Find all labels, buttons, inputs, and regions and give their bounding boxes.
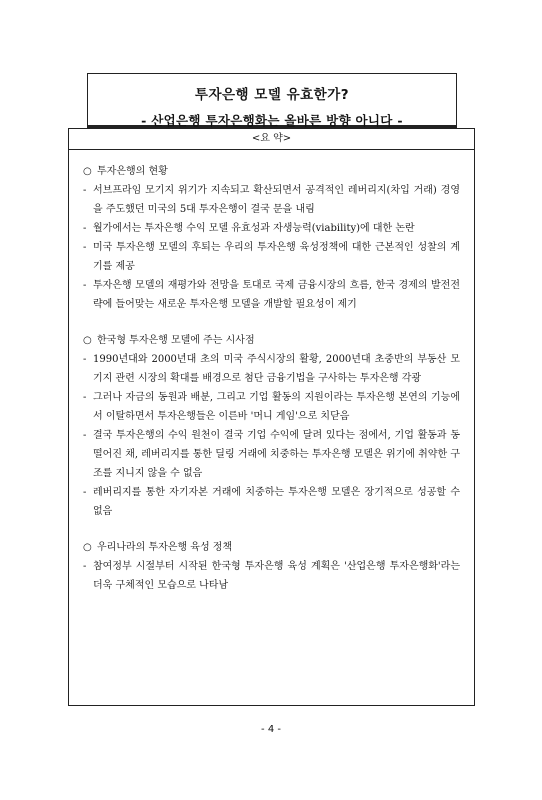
title-box xyxy=(87,73,457,128)
list-item-text: 참여정부 시절부터 시작된 한국형 투자은행 육성 계획은 '산업은행 투자은행화'라는 더욱 구체적인 모습으로 나타남 xyxy=(93,561,460,591)
circle-bullet-icon: ○ xyxy=(83,166,92,177)
dash-bullet: - xyxy=(83,430,87,441)
section-implications xyxy=(83,331,460,521)
dash-bullet: - xyxy=(83,280,87,291)
list-item-text: 1990년대와 2000년대 초의 미국 주식시장의 활황, 2000년대 초중반의 부동산 모기지 관련 시장의 확대를 배경으로 첨단 금융기법을 구사하는 투자은행 각광 xyxy=(93,354,460,384)
circle-bullet-icon: ○ xyxy=(83,542,92,553)
list-item-text: 서브프라임 모기지 위기가 지속되고 확산되면서 공격적인 레버리지(차입 거래) 경영을 주도했던 미국의 5대 투자은행이 결국 문을 내림 xyxy=(93,185,460,215)
list-item xyxy=(83,219,460,238)
dash-bullet: - xyxy=(83,242,87,253)
list-item xyxy=(83,557,460,595)
section-title-text: 투자은행의 현황 xyxy=(97,166,168,177)
list-item xyxy=(83,483,460,521)
summary-box xyxy=(68,128,475,706)
dash-bullet: - xyxy=(83,354,87,365)
section-title xyxy=(83,538,460,557)
page-title: 투자은행 모델 유효한가? xyxy=(194,87,350,103)
page-subtitle: - 산업은행 투자은행화는 올바른 방향 아니다 - xyxy=(141,113,403,128)
section-title-text: 한국형 투자은행 모델에 주는 시사점 xyxy=(97,335,255,346)
list-item-text: 레버리지를 통한 자기자본 거래에 치중하는 투자은행 모델은 장기적으로 성공할 수 없음 xyxy=(93,487,460,517)
section-policy xyxy=(83,538,460,595)
summary-header: <요 약> xyxy=(69,129,474,150)
section-title-text: 우리나라의 투자은행 육성 정책 xyxy=(97,542,233,553)
list-item xyxy=(83,426,460,483)
list-item xyxy=(83,388,460,426)
section-current-status xyxy=(83,162,460,314)
dash-bullet: - xyxy=(83,185,87,196)
list-item xyxy=(83,181,460,219)
dash-bullet: - xyxy=(83,561,87,572)
section-title xyxy=(83,162,460,181)
page-number: - 4 - xyxy=(261,724,281,735)
list-item-text: 그러나 자금의 동원과 배분, 그리고 기업 활동의 지원이라는 투자은행 본연의 기능에서 이탈하면서 투자은행들은 이른바 '머니 게임'으로 치닫음 xyxy=(93,392,460,422)
list-item-text: 결국 투자은행의 수익 원천이 결국 기업 수익에 달려 있다는 점에서, 기업 활동과 동떨어진 채, 레버리지를 통한 딜링 거래에 치중하는 투자은행 모델은 위기에 취약한 구조를 지니지 않을 수 없음 xyxy=(93,430,460,479)
dash-bullet: - xyxy=(83,392,87,403)
dash-bullet: - xyxy=(83,223,87,234)
dash-bullet: - xyxy=(83,487,87,498)
list-item xyxy=(83,238,460,276)
summary-content xyxy=(69,150,474,595)
list-item-text: 월가에서는 투자은행 수익 모델 유효성과 자생능력(viability)에 대한 논란 xyxy=(93,223,415,234)
circle-bullet-icon: ○ xyxy=(83,335,92,346)
list-item xyxy=(83,276,460,314)
list-item xyxy=(83,350,460,388)
list-item-text: 미국 투자은행 모델의 후퇴는 우리의 투자은행 육성정책에 대한 근본적인 성찰의 계기를 제공 xyxy=(93,242,460,272)
list-item-text: 투자은행 모델의 재평가와 전망을 토대로 국제 금융시장의 흐름, 한국 경제의 발전전략에 들어맞는 새로운 투자은행 모델을 개발할 필요성이 제기 xyxy=(93,280,460,310)
section-title xyxy=(83,331,460,350)
